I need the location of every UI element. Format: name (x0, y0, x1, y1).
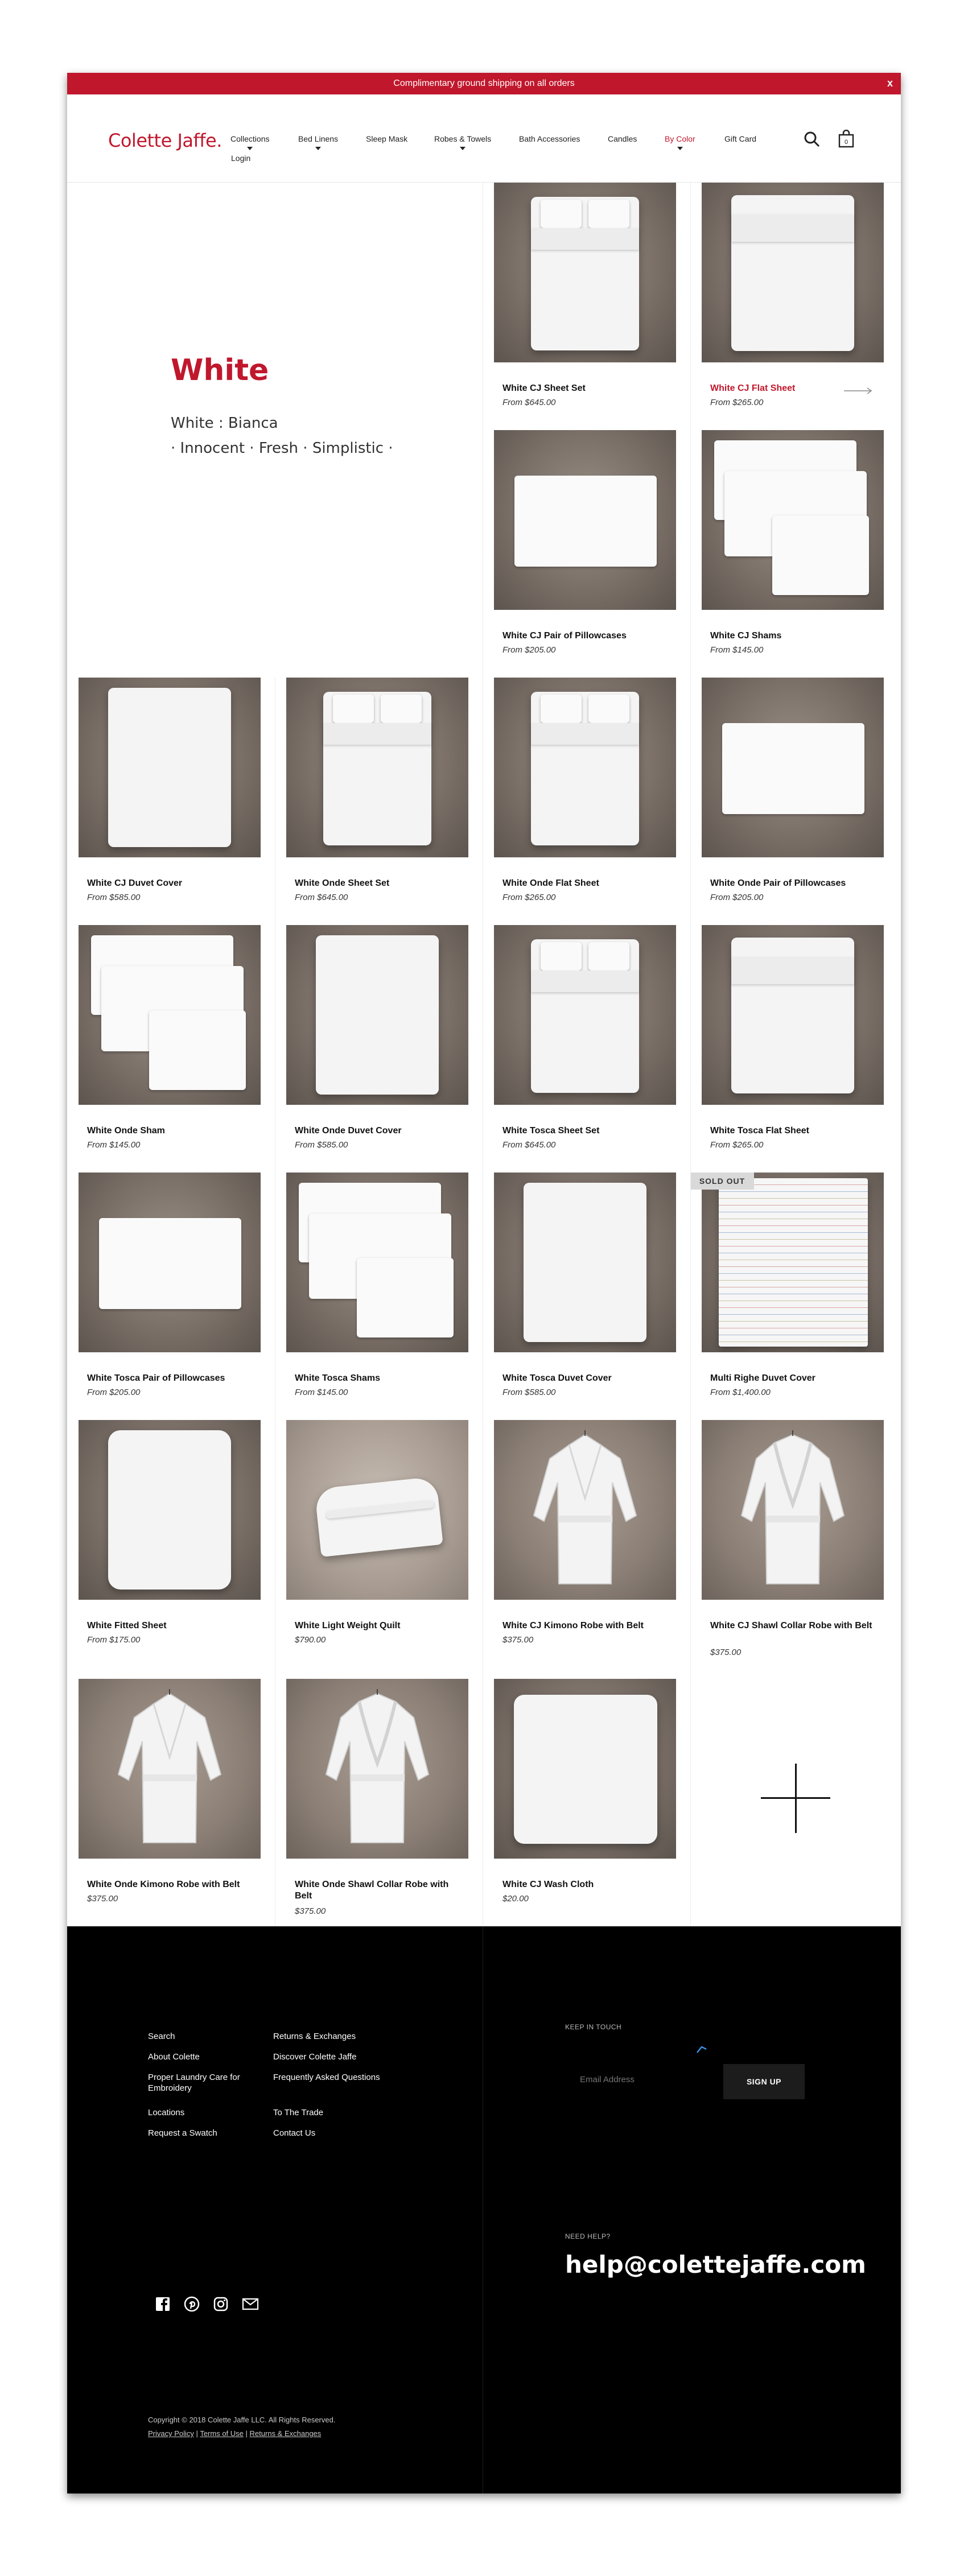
product-name[interactable]: White CJ Shams (710, 631, 782, 641)
product-card[interactable] (690, 678, 898, 925)
product-name[interactable]: White CJ Kimono Robe with Belt (502, 1621, 644, 1630)
browser-page (67, 73, 901, 2494)
product-card[interactable] (275, 678, 483, 925)
search-icon[interactable] (804, 131, 821, 151)
product-image[interactable] (702, 1173, 884, 1352)
pillow-shape (541, 942, 582, 971)
collection-subtitle: White : Bianca (171, 415, 278, 432)
product-name[interactable]: White CJ Pair of Pillowcases (502, 631, 627, 641)
collection-hero (67, 183, 483, 678)
product-price: From $1,400.00 (710, 1388, 771, 1397)
signup-button[interactable]: SIGN UP (723, 2064, 805, 2099)
footer-link-search[interactable]: Search (148, 2032, 175, 2041)
product-name[interactable]: White Onde Sheet Set (295, 878, 390, 888)
product-card[interactable] (67, 1173, 275, 1420)
nav-collections[interactable] (230, 134, 269, 150)
collection-tags: · Innocent · Fresh · Simplistic · (171, 440, 393, 457)
fold-shape (531, 723, 639, 745)
product-price: $375.00 (710, 1648, 742, 1657)
product-card[interactable] (275, 925, 483, 1173)
product-image[interactable] (286, 1679, 468, 1859)
nav-by-color[interactable] (665, 134, 695, 150)
site-footer (67, 1926, 901, 2494)
cart-count: 0 (844, 139, 848, 146)
privacy-policy-link[interactable]: Privacy Policy (148, 2429, 194, 2438)
product-image[interactable] (494, 678, 676, 857)
pillow-shape (588, 942, 629, 971)
product-image[interactable] (79, 1173, 261, 1352)
product-card[interactable] (275, 1173, 483, 1420)
pillow-shape (541, 200, 582, 228)
product-card[interactable] (690, 925, 898, 1173)
pillow-shape (333, 695, 374, 723)
announcement-bar (67, 73, 901, 94)
announcement-text: Complimentary ground shipping on all orders (393, 79, 575, 88)
duvet-shape (524, 1183, 646, 1342)
product-card[interactable] (275, 1679, 483, 1926)
pillow-shape (588, 200, 629, 228)
product-card[interactable] (483, 1173, 690, 1420)
wash-cloth-shape (514, 1695, 657, 1844)
product-price: From $205.00 (502, 645, 556, 655)
product-name[interactable]: White CJ Sheet Set (502, 383, 586, 393)
product-card[interactable] (690, 1173, 898, 1420)
product-image[interactable] (286, 925, 468, 1105)
product-image[interactable] (494, 183, 676, 362)
product-price: From $145.00 (87, 1140, 141, 1150)
nav-label: Gift Card (724, 134, 757, 143)
robe-illustration (736, 1430, 850, 1592)
product-price: $20.00 (502, 1894, 529, 1904)
footer-link-returns[interactable]: Returns & Exchanges (273, 2032, 356, 2041)
product-image[interactable] (286, 1420, 468, 1600)
footer-link-contact[interactable]: Contact Us (273, 2128, 316, 2138)
footer-link-about[interactable]: About Colette (148, 2052, 200, 2062)
divider (690, 183, 691, 1926)
sham-shape (772, 515, 869, 595)
nav-label: By Color (665, 134, 695, 143)
product-image[interactable] (79, 1420, 261, 1600)
pillowcase-shape (722, 723, 864, 814)
newsletter-label: KEEP IN TOUCH (565, 2023, 622, 2031)
robe-illustration (528, 1430, 642, 1592)
chevron-down-icon (247, 147, 253, 150)
nav-label: Robes & Towels (434, 134, 492, 143)
fold-shape (531, 971, 639, 992)
product-name[interactable]: White Fitted Sheet (87, 1621, 167, 1630)
product-card[interactable] (483, 925, 690, 1173)
nav-label: Candles (608, 134, 637, 143)
product-card[interactable] (483, 183, 690, 430)
product-name[interactable]: White CJ Flat Sheet (710, 383, 796, 393)
product-image[interactable] (702, 183, 884, 362)
nav-sleep-mask[interactable] (366, 134, 407, 143)
product-price: From $145.00 (295, 1388, 348, 1397)
product-image[interactable] (494, 1679, 676, 1859)
product-price: From $265.00 (710, 1140, 764, 1150)
product-card[interactable] (67, 925, 275, 1173)
social-links (155, 2296, 259, 2312)
product-price: From $265.00 (710, 398, 764, 407)
nav-candles[interactable] (608, 134, 637, 143)
fold-shape (531, 228, 639, 250)
load-more-tile[interactable] (690, 1679, 901, 1926)
pillow-shape (381, 695, 422, 723)
separator: | (196, 2429, 198, 2438)
product-image[interactable] (702, 678, 884, 857)
nav-login[interactable]: Login (231, 154, 251, 163)
product-price: $375.00 (502, 1635, 534, 1645)
product-price: From $175.00 (87, 1635, 141, 1645)
pillow-shape (541, 695, 582, 723)
footer-link-locations[interactable]: Locations (148, 2108, 185, 2117)
facebook-icon[interactable] (155, 2297, 170, 2311)
product-name[interactable]: White CJ Wash Cloth (502, 1880, 594, 1889)
sham-shape (357, 1258, 454, 1337)
sold-out-badge: SOLD OUT (690, 1173, 754, 1190)
site-header (67, 94, 901, 183)
product-card[interactable] (690, 430, 898, 678)
arrow-right-icon[interactable] (844, 387, 872, 394)
product-name[interactable]: White Onde Shawl Collar Robe with Belt (295, 1880, 449, 1901)
separator: | (245, 2429, 248, 2438)
product-price: From $585.00 (87, 893, 141, 902)
footer-link-trade[interactable]: To The Trade (273, 2108, 324, 2117)
product-name[interactable]: White Tosca Duvet Cover (502, 1373, 612, 1383)
robe-illustration (320, 1689, 434, 1851)
duvet-shape (108, 688, 231, 847)
sham-shape (149, 1010, 246, 1090)
product-card[interactable] (67, 1679, 275, 1926)
product-image[interactable] (702, 430, 884, 610)
cursor-mark-icon (696, 2045, 707, 2054)
fold-shape (323, 723, 431, 745)
product-name[interactable]: White Tosca Flat Sheet (710, 1126, 809, 1136)
nav-bed-linens[interactable] (298, 134, 338, 150)
product-price: From $645.00 (295, 893, 348, 902)
copyright-text: Copyright © 2018 Colette Jaffe LLC. All Rights Reserved. (148, 2416, 336, 2424)
plus-icon-bar (761, 1797, 830, 1799)
footer-link-laundry-care[interactable]: Proper Laundry Care for Embroidery (148, 2073, 240, 2093)
product-image[interactable] (286, 1173, 468, 1352)
product-price: $375.00 (87, 1894, 118, 1904)
fitted-sheet-shape (108, 1430, 231, 1590)
nav-label: Bath Accessories (519, 134, 580, 143)
legal-links (148, 2429, 321, 2438)
product-name[interactable]: White Tosca Pair of Pillowcases (87, 1373, 225, 1383)
nav-label: Sleep Mask (366, 134, 408, 143)
product-name[interactable]: White CJ Duvet Cover (87, 878, 183, 888)
product-card[interactable] (67, 1420, 275, 1667)
nav-label: Collections (230, 134, 270, 143)
product-price: From $145.00 (710, 645, 764, 655)
footer-link-faq[interactable]: Frequently Asked Questions (273, 2073, 380, 2082)
product-card[interactable] (483, 1420, 690, 1667)
page-title: White (171, 353, 269, 387)
product-card[interactable] (690, 1420, 898, 1667)
product-image[interactable] (79, 925, 261, 1105)
pillowcase-shape (514, 476, 657, 567)
nav-robes-towels[interactable] (434, 134, 491, 150)
product-name[interactable]: White Light Weight Quilt (295, 1621, 401, 1630)
footer-link-swatch[interactable]: Request a Swatch (148, 2128, 217, 2138)
product-image[interactable] (494, 430, 676, 610)
chevron-down-icon (677, 147, 683, 150)
product-image[interactable] (79, 1679, 261, 1859)
product-card[interactable] (483, 1679, 690, 1926)
striped-duvet-shape (719, 1178, 868, 1347)
product-image[interactable] (494, 1420, 676, 1600)
product-name[interactable]: White Tosca Shams (295, 1373, 380, 1383)
product-price: $375.00 (295, 1906, 326, 1916)
mail-icon[interactable] (242, 2298, 259, 2310)
fold-shape (731, 957, 854, 984)
product-card[interactable] (483, 430, 690, 678)
product-image[interactable] (494, 925, 676, 1105)
terms-of-use-link[interactable]: Terms of Use (200, 2429, 244, 2438)
product-price: From $585.00 (502, 1388, 556, 1397)
product-image[interactable] (286, 678, 468, 857)
newsletter-email-input[interactable] (565, 2064, 735, 2095)
product-image[interactable] (494, 1173, 676, 1352)
footer-link-discover[interactable]: Discover Colette Jaffe (273, 2052, 357, 2062)
product-price: $790.00 (295, 1635, 326, 1645)
product-name[interactable]: White Onde Duvet Cover (295, 1126, 402, 1136)
product-name[interactable]: White Onde Sham (87, 1126, 165, 1136)
close-announcement-button[interactable]: x (887, 77, 893, 89)
help-email-link[interactable]: help@colettejaffe.com (565, 2251, 866, 2278)
need-help-label: NEED HELP? (565, 2232, 611, 2240)
instagram-icon[interactable] (213, 2297, 228, 2311)
fold-shape (731, 214, 854, 242)
product-card[interactable] (67, 678, 275, 925)
product-price: From $265.00 (502, 893, 556, 902)
product-price: From $645.00 (502, 1140, 556, 1150)
nav-label: Bed Linens (298, 134, 339, 143)
product-card[interactable] (275, 1420, 483, 1667)
nav-gift-card[interactable] (724, 134, 756, 143)
logo[interactable]: Colette Jaffe. (108, 130, 222, 151)
pillow-shape (588, 695, 629, 723)
product-name[interactable]: White CJ Shawl Collar Robe with Belt (710, 1621, 872, 1630)
pillowcase-shape (99, 1218, 241, 1309)
product-name[interactable]: White Onde Kimono Robe with Belt (87, 1880, 240, 1889)
product-name[interactable]: White Onde Flat Sheet (502, 878, 599, 888)
product-name[interactable]: White Onde Pair of Pillowcases (710, 878, 846, 888)
product-price: From $645.00 (502, 398, 556, 407)
product-image[interactable] (702, 925, 884, 1105)
bag-icon[interactable] (838, 130, 855, 151)
product-image[interactable] (79, 678, 261, 857)
product-name[interactable]: Multi Righe Duvet Cover (710, 1373, 815, 1383)
returns-exchanges-link[interactable]: Returns & Exchanges (249, 2429, 322, 2438)
product-image[interactable] (702, 1420, 884, 1600)
pinterest-icon[interactable] (184, 2296, 200, 2312)
product-name[interactable]: White Tosca Sheet Set (502, 1126, 600, 1136)
nav-bath-accessories[interactable] (519, 134, 580, 143)
product-card[interactable] (690, 183, 898, 430)
robe-illustration (113, 1689, 226, 1851)
chevron-down-icon (460, 147, 466, 150)
product-price: From $585.00 (295, 1140, 348, 1150)
product-price: From $205.00 (710, 893, 764, 902)
chevron-down-icon (315, 147, 321, 150)
product-card[interactable] (483, 678, 690, 925)
duvet-shape (316, 935, 439, 1095)
product-price: From $205.00 (87, 1388, 141, 1397)
